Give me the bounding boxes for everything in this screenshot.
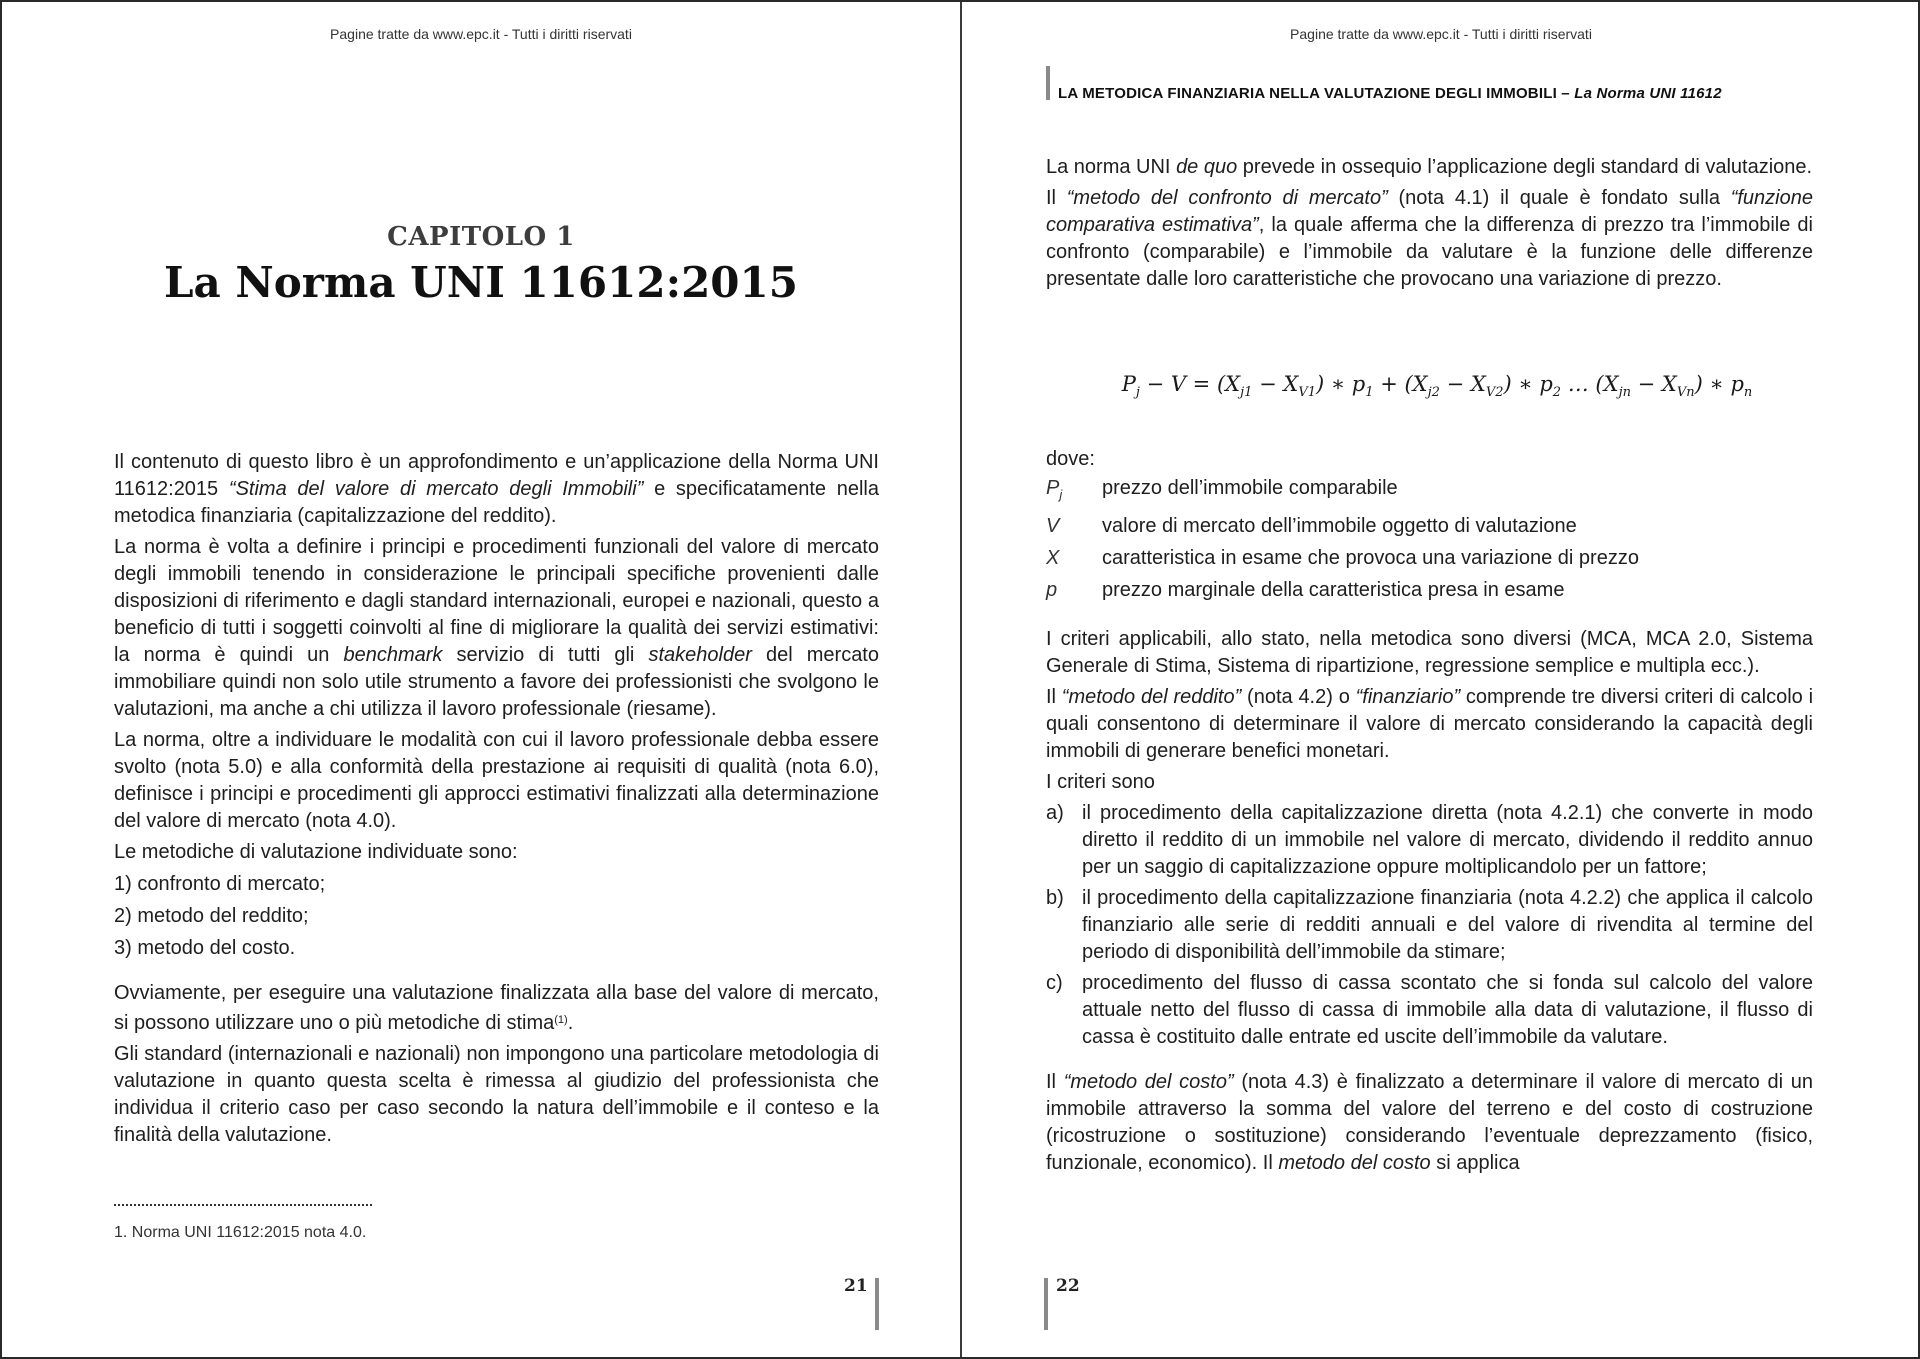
criteria-letter: c): [1046, 972, 1063, 994]
left-paragraph-2: La norma è volta a definire i principi e procedimenti funzionali del valore di mercato degli immobili tenendo in considerazione le principali specifiche provenienti dalle disposizioni di riferimento e dagli standard internazionali, europei e nazionali, questo a beneficio di tutti i soggetti coinvolti al fine di migliorare la qualità dei servizi estimativi: la norma è quindi un benchmark servizio di tutti gli stakeholder del mercato immobiliare quindi non solo utile strumento a favore dei professionisti che svolgono le valutazioni, ma anche a chi utilizza il lavoro professionale (riesame).: [114, 536, 879, 720]
section-running-title: LA METODICA FINANZIARIA NELLA VALUTAZIONE DEGLI IMMOBILI – La Norma UNI 11612: [1058, 85, 1722, 102]
left-page: [2, 2, 960, 1357]
left-paragraph-3: La norma, oltre a individuare le modalità con cui il lavoro professionale debba essere svolto (nota 5.0) e alla conformità della prestazione ai requisiti di qualità (nota 6.0), definisce i principi e procedimenti gli approcci estimativi finalizzati alla determinazione del valore di mercato (nota 4.0).: [114, 729, 879, 832]
criteria-text: il procedimento della capitalizzazione finanziaria (nota 4.2.2) che applica il calcolo finanziario alle serie di redditi annuali e del valore di rivendita al termine del periodo di disponibilità dell’immobile da stimare;: [1082, 887, 1813, 963]
definition-symbol: V: [1046, 515, 1060, 537]
definition-symbol: X: [1046, 547, 1060, 569]
left-paragraph-5: Ovviamente, per eseguire una valutazione finalizzata alla base del valore di mercato, si possono utilizzare uno o più metodiche di stima$^{(1)}$.: [114, 982, 879, 1034]
chapter-title: La Norma UNI 11612:2015: [164, 258, 798, 307]
definition-row: [1046, 513, 1813, 540]
criteria-letter: a): [1046, 802, 1064, 824]
chapter-label: CAPITOLO 1: [387, 222, 575, 252]
criteria-text: il procedimento della capitalizzazione diretta (nota 4.2.1) che converte in modo diretto il reddito di un immobile nel valore di mercato, dividendo il reddito annuo per un saggio di capitalizzazione oppure moltiplicandolo per un fattore;: [1082, 802, 1813, 878]
page-number-right: 22: [1056, 1276, 1080, 1296]
definition-text: caratteristica in esame che provoca una variazione di prezzo: [1102, 547, 1639, 569]
criteria-letter: b): [1046, 887, 1064, 909]
definition-row: [1046, 577, 1813, 604]
criteria-item: [1046, 970, 1813, 1051]
definitions-intro: dove:: [1046, 448, 1095, 470]
right-paragraph-6: Il “metodo del costo” (nota 4.3) è finalizzato a determinare il valore di mercato di un immobile attraverso la somma del valore del terreno e del costo di costruzione (ricostruzione o sostituzione) considerando l’eventuale deprezzamento (fisico, funzionale, economico). Il metodo del costo si applica: [1046, 1071, 1813, 1174]
right-paragraph-1: La norma UNI de quo prevede in ossequio l’applicazione degli standard di valutazione.: [1046, 156, 1813, 178]
running-head-right: Pagine tratte da www.epc.it - Tutti i diritti riservati: [1290, 26, 1592, 42]
method-item: 1) confronto di mercato;: [114, 873, 326, 895]
left-paragraph-4: Le metodiche di valutazione individuate sono:: [114, 841, 518, 863]
criteria-text: procedimento del flusso di cassa scontato che si fonda sul calcolo del valore attuale netto del flusso di cassa di immobile alla data di valutazione, il flusso di cassa è costituito dalle entrate ed uscite dell’immobile da valutare.: [1082, 972, 1813, 1048]
right-body-text-bottom: [1046, 626, 1813, 1181]
right-page: [962, 2, 1920, 1357]
left-paragraph-6: Gli standard (internazionali e nazionali) non impongono una particolare metodologia di valutazione in quanto questa scelta è rimessa al giudizio del professionista che individua il criterio caso per caso secondo la natura dell’immobile e il conteso e la finalità della valutazione.: [114, 1043, 879, 1146]
criteria-item: [1046, 885, 1813, 966]
left-paragraph-1: Il contenuto di questo libro è un approfondimento e un’applicazione della Norma UNI 11612:2015 “Stima del valore di mercato degli Immobili” e specificatamente nella metodica finanziaria (capitalizzazione del reddito).: [114, 451, 879, 527]
section-head-bar: [1046, 66, 1050, 100]
definition-row: [1046, 475, 1813, 508]
method-item: 3) metodo del costo.: [114, 937, 296, 959]
definition-text: prezzo marginale della caratteristica presa in esame: [1102, 579, 1565, 601]
page-number-bar-right: [1044, 1278, 1048, 1330]
price-difference-formula: [1112, 372, 1762, 400]
right-paragraph-5: I criteri sono: [1046, 771, 1155, 793]
footnote: 1. Norma UNI 11612:2015 nota 4.0.: [114, 1224, 367, 1241]
definition-text: valore di mercato dell’immobile oggetto di valutazione: [1102, 515, 1577, 537]
page-number-left: 21: [844, 1276, 868, 1296]
methods-list: [114, 839, 879, 962]
footnote-separator: [114, 1204, 372, 1206]
right-paragraph-2: Il “metodo del confronto di mercato” (nota 4.1) il quale è fondato sulla “funzione comparativa estimativa”, la quale afferma che la differenza di prezzo tra l’immobile di confronto (comparabile) e l’immobile da valutare è la funzione delle differenze presentate dalle loro caratteristiche che provocano una variazione di prezzo.: [1046, 187, 1813, 290]
page-number-bar-left: [875, 1278, 879, 1330]
running-head-left: Pagine tratte da www.epc.it - Tutti i diritti riservati: [330, 26, 632, 42]
definition-symbol: $P_j$: [1046, 477, 1063, 502]
definition-text: prezzo dell’immobile comparabile: [1102, 477, 1398, 499]
right-paragraph-4: Il “metodo del reddito” (nota 4.2) o “finanziario” comprende tre diversi criteri di calcolo i quali consentono di determinare il valore di mercato considerando la capacità degli immobili di generare benefici monetari.: [1046, 686, 1814, 762]
right-body-text-top: [1046, 154, 1813, 297]
definition-row: [1046, 545, 1813, 572]
formula-expression: $P_j - V = (X_{j1} - X_{V1})$ ∗ $p_1 + (X_{j2} - X_{V2})$ ∗ $p_2$ … $(X_{jn} - X_{Vn})$ ∗ $p_n$: [1121, 372, 1753, 401]
footnote-reference[interactable]: (1): [554, 1014, 568, 1026]
right-paragraph-3: I criteri applicabili, allo stato, nella metodica sono diversi (MCA, MCA 2.0, Sistema Generale di Stima, Sistema di ripartizione, regressione semplice e multipla ecc.).: [1046, 628, 1813, 677]
criteria-item: [1046, 800, 1813, 881]
criteria-list: [1046, 800, 1813, 1051]
formula-definitions: [1046, 446, 1813, 609]
left-body-text: [114, 449, 879, 1153]
definition-symbol: p: [1046, 579, 1058, 601]
method-item: 2) metodo del reddito;: [114, 905, 309, 927]
